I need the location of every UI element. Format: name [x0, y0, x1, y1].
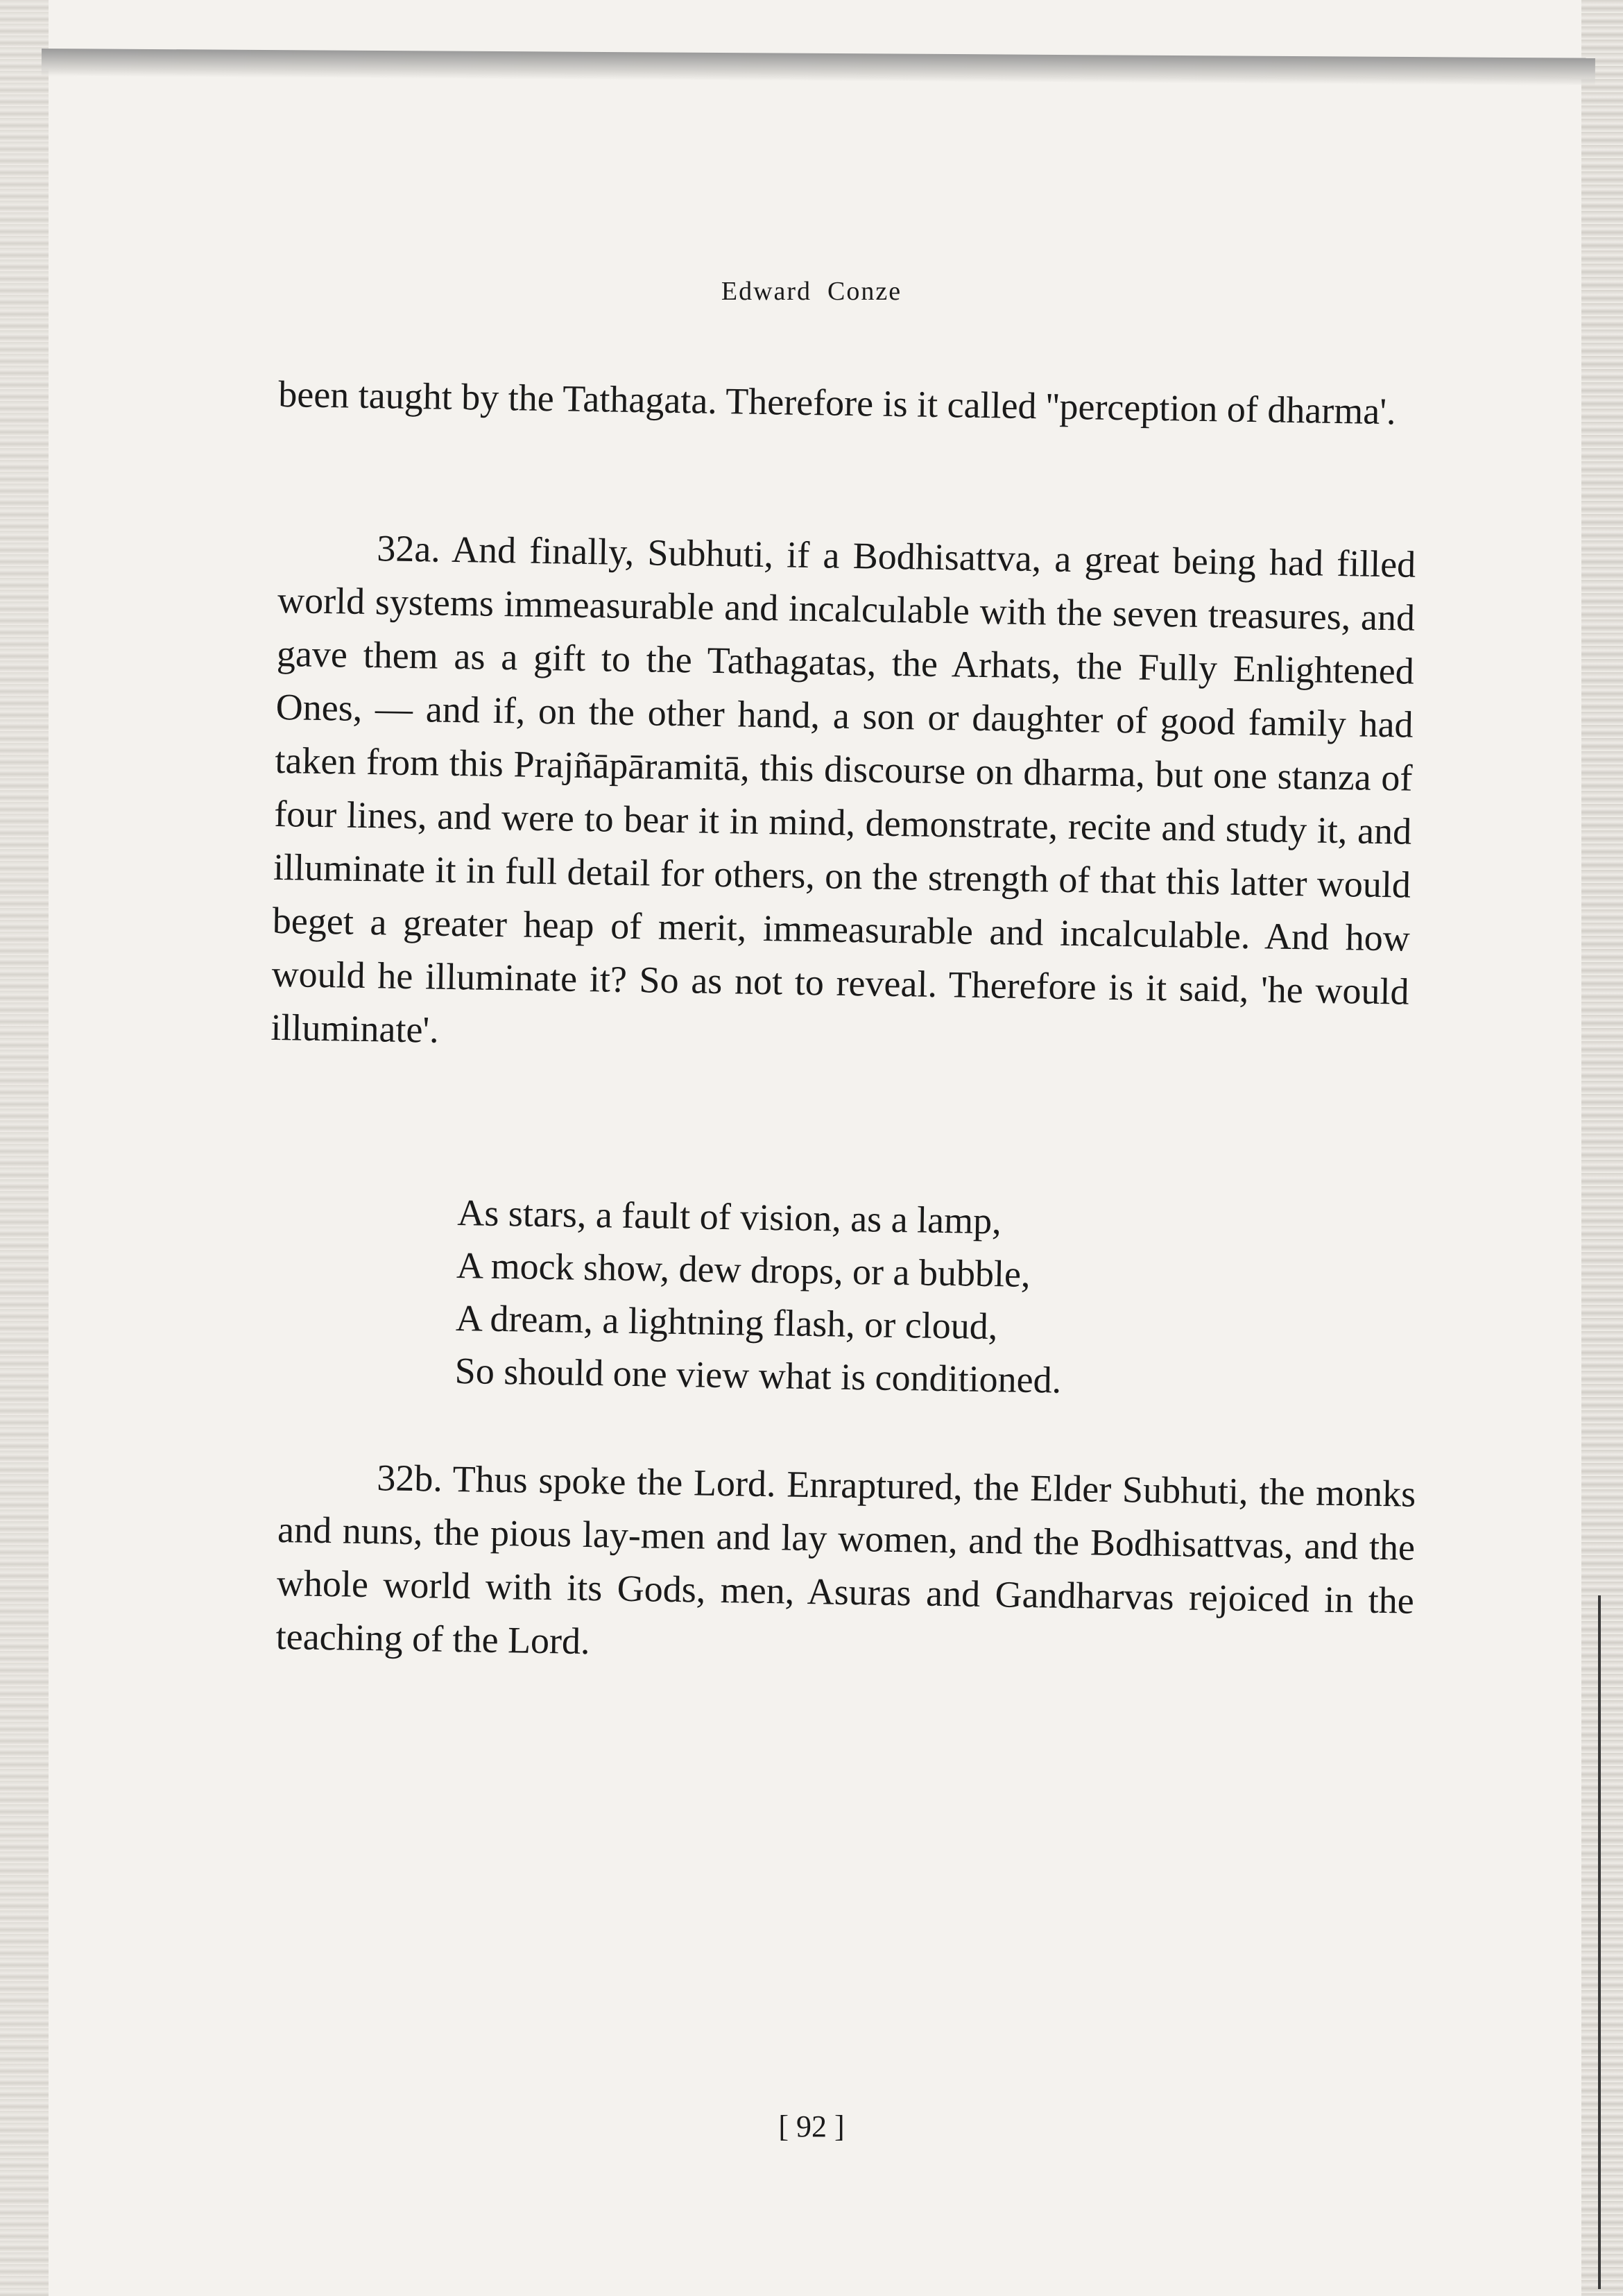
scan-left-edge	[0, 0, 49, 2296]
verse-stanza	[454, 1186, 1064, 1407]
verse-line-1: As stars, a fault of vision, as a lamp,	[456, 1191, 1002, 1242]
page-number: [ 92 ]	[778, 2109, 845, 2143]
paragraph-32b-text: 32b. Thus spoke the Lord. Enraptured, the Elder Subhuti, the monks and nuns, the pious lay-men and lay women, and the Bodhisattvas, and the whole world with its Gods, men, Asuras and Gandharvas rejoiced in the teaching of the Lord.	[275, 1457, 1416, 1663]
verse-line-4: So should one view what is conditioned.	[454, 1349, 1062, 1401]
paragraph-32b	[275, 1450, 1416, 1681]
scan-right-edge	[1581, 0, 1623, 2296]
verse-line-3: A dream, a lightning flash, or cloud,	[455, 1296, 998, 1348]
paragraph-32a-text: 32a. And finally, Subhuti, if a Bodhisattva, a great being had filled world systems immeasurable and incalculable with the seven treasures, and gave them as a gift to the Tathagatas, the Arhats, the Fully Enlightened Ones, — and if, on the other hand, a son or daughter of good family had taken from this Prajñāpāramitā, this discourse on dharma, but one stanza of four lines, and were to bear it in mind, demonstrate, recite and study it, and illuminate it in full detail for others, on the strength of that this latter would beget a greater heap of merit, immeasurable and incalculable. And how would he illuminate it? So as not to reveal. Therefore is it said, 'he would illuminate'.	[270, 527, 1416, 1051]
scan-binding-line	[1598, 1595, 1601, 2289]
paragraph-32a	[270, 520, 1416, 1072]
scan-top-shadow	[42, 49, 1595, 86]
verse-line-2: A mock show, dew drops, or a bubble,	[456, 1244, 1031, 1295]
paragraph-continued	[278, 368, 1416, 439]
running-head-author: Edward Conze	[721, 277, 902, 306]
paragraph-continued-text: been taught by the Tathagata. Therefore is it called ''perception of dharma'.	[277, 372, 1396, 433]
